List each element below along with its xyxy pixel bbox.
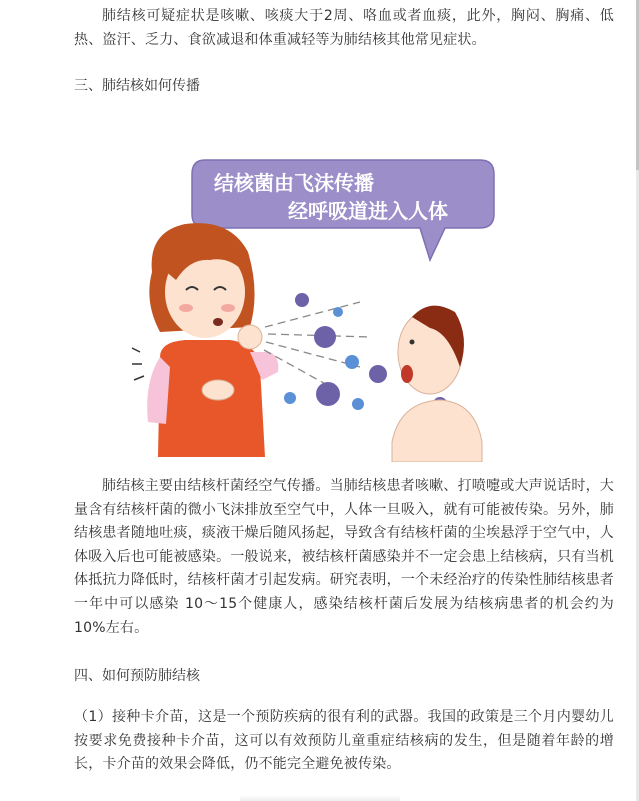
bubble-line-2: 经呼吸道进入人体 [288, 199, 448, 223]
droplet-spray [264, 302, 370, 392]
inhaling-boy [392, 306, 482, 462]
next-image-edge [240, 795, 400, 801]
section-heading-prevention: 四、如何预防肺结核 [74, 668, 200, 684]
section-heading-transmission: 三、肺结核如何传播 [74, 78, 200, 94]
coughing-woman [132, 223, 278, 457]
transmission-paragraph: 肺结核主要由结核杆菌经空气传播。当肺结核患者咳嗽、打喷嚏或大声说话时，大量含有结核杆菌的微小飞沫排放至空气中，人体一旦吸入，就有可能被传染。另外，肺结核患者随地吐痰，痰液干燥后随风扬起，导致含有结核杆菌的尘埃悬浮于空气中，人体吸入后也可能被感染。一般说来，被结核杆菌感染并不一定会患上结核病，只有当机体抵抗力降低时，结核杆菌才引起发病。研究表明，一个未经治疗的传染性肺结核患者一年中可以感染 10～15个健康人，感染结核杆菌后发展为结核病患者的机会约为10%左右。 [74, 478, 614, 636]
symptoms-paragraph: 肺结核可疑症状是咳嗽、咳痰大于2周、咯血或者血痰，此外，胸闷、胸痛、低热、盗汗、乏力、食欲减退和体重减轻等为肺结核其他常见症状。 [74, 8, 614, 48]
transmission-illustration [130, 152, 550, 462]
bcg-vaccine-paragraph: （1）接种卡介苗，这是一个预防疾病的很有利的武器。我国的政策是三个月内婴幼儿按要求免费接种卡介苗，这可以有效预防儿童重症结核病的发生，但是随着年龄的增长，卡介苗的效果会降低，仍不能完全避免被传染。 [74, 709, 614, 772]
bubble-line-1: 结核菌由飞沫传播 [214, 171, 374, 195]
